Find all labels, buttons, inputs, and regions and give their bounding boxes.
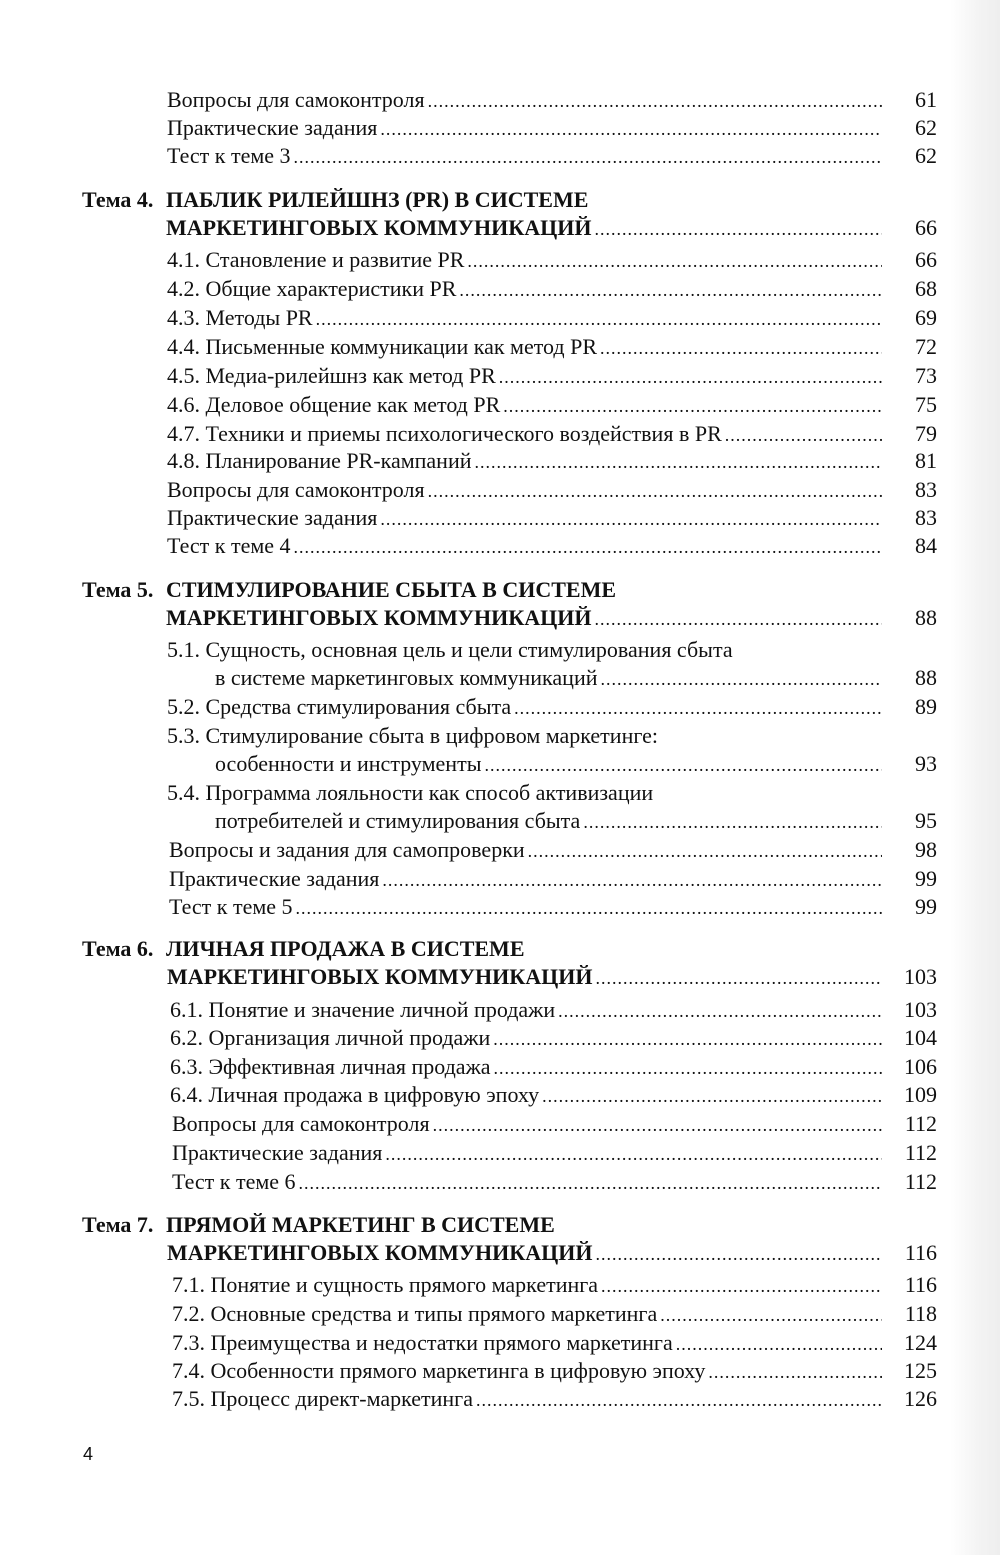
toc-entry[interactable]	[167, 142, 937, 171]
toc-entry-title: 4.3. Методы PR	[167, 305, 313, 330]
toc-entry-title: 4.8. Планирование PR-кампаний	[167, 448, 472, 473]
toc-entry-title: 5.3. Стимулирование сбыта в цифровом маркетинге:	[167, 723, 658, 748]
leader-dots	[484, 751, 882, 779]
toc-entry-title: Тест к теме 5	[169, 894, 293, 919]
toc-entry-page: 89	[915, 694, 937, 719]
toc-entry-title-continued: потребителей и стимулирования сбыта	[215, 808, 581, 833]
toc-entry-title: 4.6. Деловое общение как метод PR	[167, 392, 501, 417]
toc-entry-title: Практические задания	[167, 115, 378, 140]
leader-dots	[708, 1358, 882, 1386]
leader-dots	[380, 505, 882, 533]
toc-entry[interactable]	[167, 114, 937, 143]
toc-entry-title: 7.1. Понятие и сущность прямого маркетинга	[172, 1272, 599, 1297]
topic-label: Тема 7.	[82, 1212, 154, 1237]
toc-entry-title: 4.4. Письменные коммуникации как метод PR	[167, 334, 598, 359]
toc-entry-page: 68	[915, 276, 937, 301]
leader-dots	[296, 894, 882, 922]
toc-entry[interactable]	[170, 1081, 937, 1110]
topic-page: 88	[915, 605, 937, 630]
toc-entry-page: 62	[915, 143, 937, 168]
leader-dots	[499, 363, 882, 391]
leader-dots	[594, 215, 882, 243]
toc-entry[interactable]	[167, 532, 937, 561]
toc-entry[interactable]	[167, 86, 937, 115]
toc-entry-title: 7.5. Процесс директ-маркетинга	[172, 1386, 473, 1411]
topic-title-continued: МАРКЕТИНГОВЫХ КОММУНИКАЦИЙ	[167, 1240, 593, 1265]
toc-entry-title: 6.2. Организация личной продажи	[170, 1025, 491, 1050]
toc-entry[interactable]	[167, 420, 937, 449]
toc-entry-first-line[interactable]	[167, 722, 658, 750]
leader-dots	[660, 1301, 882, 1329]
toc-entry-page: 79	[915, 421, 937, 446]
leader-dots	[676, 1330, 882, 1358]
leader-dots	[725, 421, 882, 449]
toc-entry-page: 62	[915, 115, 937, 140]
toc-entry[interactable]	[215, 807, 937, 836]
toc-entry-page: 83	[915, 505, 937, 530]
leader-dots	[459, 276, 882, 304]
toc-entry-page: 99	[915, 894, 937, 919]
topic-title: ЛИЧНАЯ ПРОДАЖА В СИСТЕМЕ	[166, 936, 525, 961]
topic-title-continued: МАРКЕТИНГОВЫХ КОММУНИКАЦИЙ	[166, 605, 592, 630]
toc-entry-page: 93	[915, 751, 937, 776]
toc-entry-page: 112	[904, 1111, 937, 1136]
leader-dots	[494, 1054, 882, 1082]
leader-dots	[385, 1140, 882, 1168]
toc-entry[interactable]	[170, 1024, 937, 1053]
toc-entry-title: 7.2. Основные средства и типы прямого маркетинга	[172, 1301, 658, 1326]
toc-entry-page: 84	[915, 533, 937, 558]
leader-dots	[595, 964, 882, 992]
toc-entry[interactable]	[172, 1271, 937, 1300]
toc-entry-title: Вопросы для самоконтроля	[167, 477, 425, 502]
toc-entry[interactable]	[170, 1053, 937, 1082]
toc-entry-title: 6.4. Личная продажа в цифровую эпоху	[170, 1082, 540, 1107]
toc-entry[interactable]	[215, 664, 937, 693]
topic-title: ПАБЛИК РИЛЕЙШНЗ (PR) В СИСТЕМЕ	[166, 187, 589, 212]
toc-entry[interactable]	[167, 447, 937, 476]
toc-entry[interactable]	[167, 693, 937, 722]
toc-entry-title: Практические задания	[169, 866, 380, 891]
toc-entry[interactable]	[172, 1385, 937, 1414]
toc-entry-page: 112	[904, 1169, 937, 1194]
toc-entry-title-continued: в системе маркетинговых коммуникаций	[215, 665, 598, 690]
toc-entry-title: Практические задания	[172, 1140, 383, 1165]
leader-dots	[601, 1272, 882, 1300]
leader-dots	[595, 1240, 882, 1268]
toc-entry-page: 95	[915, 808, 937, 833]
leader-dots	[428, 477, 882, 505]
toc-entry[interactable]	[167, 391, 937, 420]
toc-entry[interactable]	[169, 893, 937, 922]
toc-entry-first-line[interactable]	[167, 636, 733, 664]
toc-entry-title: Вопросы и задания для самопроверки	[169, 837, 525, 862]
page-edge-shadow	[950, 0, 1000, 1555]
toc-entry-title: 7.4. Особенности прямого маркетинга в цифровую эпоху	[172, 1358, 706, 1383]
toc-entry-page: 112	[904, 1140, 937, 1165]
toc-entry-title: Тест к теме 4	[167, 533, 291, 558]
toc-entry-title: 5.1. Сущность, основная цель и цели стимулирования сбыта	[167, 637, 733, 662]
toc-entry-page: 104	[904, 1025, 937, 1050]
toc-entry-page: 106	[904, 1054, 937, 1079]
toc-entry[interactable]	[167, 476, 937, 505]
topic-label: Тема 5.	[82, 577, 154, 602]
topic-title-continued: МАРКЕТИНГОВЫХ КОММУНИКАЦИЙ	[167, 964, 593, 989]
toc-entry[interactable]	[167, 362, 937, 391]
toc-entry-title: Вопросы для самоконтроля	[172, 1111, 430, 1136]
page-number: 4	[83, 1444, 94, 1464]
topic-heading-end[interactable]	[167, 963, 937, 992]
leader-dots	[294, 143, 882, 171]
toc-entry-page: 81	[915, 448, 937, 473]
leader-dots	[583, 808, 882, 836]
toc-entry-page: 88	[915, 665, 937, 690]
leader-dots	[503, 392, 882, 420]
leader-dots	[433, 1111, 882, 1139]
toc-entry-page: 99	[915, 866, 937, 891]
leader-dots	[600, 334, 882, 362]
toc-entry[interactable]	[172, 1329, 937, 1358]
topic-page: 66	[915, 215, 937, 240]
toc-entry-title: 4.1. Становление и развитие PR	[167, 247, 465, 272]
toc-entry[interactable]	[215, 750, 937, 779]
toc-entry[interactable]	[172, 1357, 937, 1386]
topic-title: СТИМУЛИРОВАНИЕ СБЫТА В СИСТЕМЕ	[166, 577, 617, 602]
toc-entry-page: 73	[915, 363, 937, 388]
toc-entry-page: 126	[904, 1386, 937, 1411]
toc-entry-title: 5.2. Средства стимулирования сбыта	[167, 694, 512, 719]
toc-entry-title: 4.5. Медиа-рилейшнз как метод PR	[167, 363, 496, 388]
toc-entry-title: 6.1. Понятие и значение личной продажи	[170, 997, 556, 1022]
toc-entry[interactable]	[172, 1139, 937, 1168]
leader-dots	[316, 305, 882, 333]
toc-entry-page: 118	[904, 1301, 937, 1326]
leader-dots	[601, 665, 883, 693]
topic-heading[interactable]	[82, 186, 588, 214]
toc-entry[interactable]	[167, 333, 937, 362]
toc-entry-first-line[interactable]	[167, 779, 653, 807]
toc-entry-page: 66	[915, 247, 937, 272]
leader-dots	[542, 1082, 882, 1110]
leader-dots	[476, 1386, 882, 1414]
toc-entry-page: 75	[915, 392, 937, 417]
toc-entry[interactable]	[167, 504, 937, 533]
topic-heading[interactable]	[82, 935, 525, 963]
toc-entry-title: Практические задания	[167, 505, 378, 530]
leader-dots	[594, 605, 882, 633]
toc-entry[interactable]	[167, 275, 937, 304]
toc-entry-page: 124	[904, 1330, 937, 1355]
toc-entry-page: 83	[915, 477, 937, 502]
leader-dots	[475, 448, 883, 476]
toc-entry-title-continued: особенности и инструменты	[215, 751, 482, 776]
topic-heading[interactable]	[82, 1211, 555, 1239]
toc-entry[interactable]	[172, 1168, 937, 1197]
toc-entry-page: 109	[904, 1082, 937, 1107]
topic-heading-end[interactable]	[167, 1239, 937, 1268]
topic-label: Тема 6.	[82, 936, 154, 961]
topic-title-continued: МАРКЕТИНГОВЫХ КОММУНИКАЦИЙ	[166, 215, 592, 240]
topic-page: 116	[904, 1240, 937, 1265]
leader-dots	[558, 997, 882, 1025]
leader-dots	[294, 533, 882, 561]
leader-dots	[382, 866, 882, 894]
toc-entry-page: 69	[915, 305, 937, 330]
topic-label: Тема 4.	[82, 187, 154, 212]
toc-entry-title: 7.3. Преимущества и недостатки прямого маркетинга	[172, 1330, 673, 1355]
toc-entry[interactable]	[167, 246, 937, 275]
toc-entry-title: Вопросы для самоконтроля	[167, 87, 425, 112]
leader-dots	[467, 247, 882, 275]
toc-entry[interactable]	[172, 1110, 937, 1139]
toc-entry[interactable]	[170, 996, 937, 1025]
toc-entry-title: Тест к теме 3	[167, 143, 291, 168]
toc-entry-title: 5.4. Программа лояльности как способ активизации	[167, 780, 654, 805]
topic-title: ПРЯМОЙ МАРКЕТИНГ В СИСТЕМЕ	[166, 1212, 555, 1237]
toc-entry-title: 6.3. Эффективная личная продажа	[170, 1054, 491, 1079]
toc-entry-title: Тест к теме 6	[172, 1169, 296, 1194]
leader-dots	[428, 87, 882, 115]
topic-heading-end[interactable]	[166, 604, 937, 633]
toc-entry-page: 98	[915, 837, 937, 862]
toc-entry[interactable]	[167, 304, 937, 333]
topic-heading-end[interactable]	[166, 214, 937, 243]
toc-entry-title: 4.2. Общие характеристики PR	[167, 276, 457, 301]
leader-dots	[493, 1025, 882, 1053]
leader-dots	[514, 694, 882, 722]
toc-entry-page: 103	[904, 997, 937, 1022]
leader-dots	[528, 837, 882, 865]
toc-entry-page: 72	[915, 334, 937, 359]
topic-heading[interactable]	[82, 576, 616, 604]
toc-entry-page: 125	[904, 1358, 937, 1383]
toc-entry-title: 4.7. Техники и приемы психологического воздействия в PR	[167, 421, 722, 446]
toc-entry-page: 116	[904, 1272, 937, 1297]
toc-entry[interactable]	[169, 836, 937, 865]
toc-entry-page: 61	[915, 87, 937, 112]
toc-entry[interactable]	[172, 1300, 937, 1329]
leader-dots	[299, 1169, 882, 1197]
toc-entry[interactable]	[169, 865, 937, 894]
topic-page: 103	[904, 964, 937, 989]
leader-dots	[380, 115, 882, 143]
